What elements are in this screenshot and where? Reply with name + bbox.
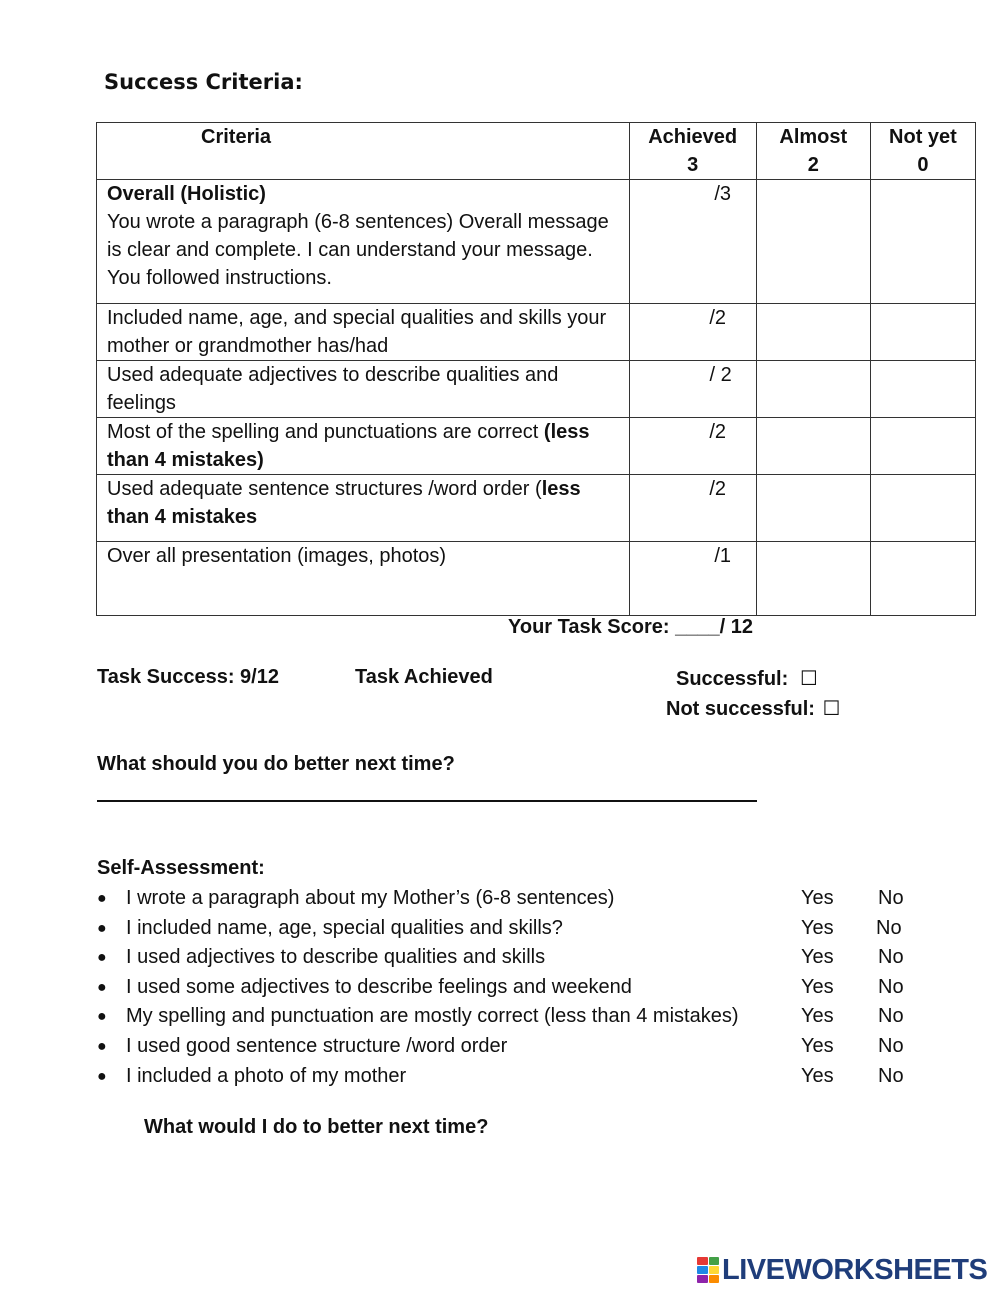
almost-cell[interactable] bbox=[756, 542, 870, 616]
not-yet-cell[interactable] bbox=[870, 361, 975, 418]
header-criteria: Criteria bbox=[97, 123, 630, 180]
criteria-cell: Most of the spelling and punctuations are correct (less than 4 mistakes) bbox=[97, 418, 630, 475]
no-option[interactable]: No bbox=[878, 1005, 904, 1028]
yes-option[interactable]: Yes bbox=[801, 1064, 834, 1087]
criteria-cell: Included name, age, and special qualities and skills your mother or grandmother has/had bbox=[97, 304, 630, 361]
score-cell: /2 bbox=[629, 418, 756, 475]
no-option[interactable]: No bbox=[878, 946, 904, 969]
no-option[interactable]: No bbox=[878, 887, 904, 909]
almost-cell[interactable] bbox=[756, 361, 870, 418]
not-successful-option[interactable] bbox=[666, 696, 840, 721]
almost-cell[interactable] bbox=[756, 418, 870, 475]
task-achieved: Task Achieved bbox=[355, 666, 493, 688]
criteria-cell: Used adequate sentence structures /word order (less than 4 mistakes bbox=[97, 475, 630, 542]
no-option[interactable]: No bbox=[878, 975, 904, 998]
table-row bbox=[97, 542, 976, 616]
list-item: ● I used good sentence structure /word order Yes No bbox=[97, 1032, 927, 1062]
yes-option[interactable]: Yes bbox=[801, 1034, 834, 1057]
bullet-icon: ● bbox=[97, 1008, 107, 1026]
almost-cell[interactable] bbox=[756, 304, 870, 361]
score-cell: /1 bbox=[629, 542, 756, 616]
list-item: ● I included name, age, special qualities and skills? Yes No bbox=[97, 914, 927, 944]
header-not-yet: Not yet 0 bbox=[870, 123, 975, 180]
self-assessment-list bbox=[97, 884, 927, 1091]
task-success: Task Success: 9/12 bbox=[97, 666, 279, 688]
bullet-icon: ● bbox=[97, 1037, 107, 1055]
table-row bbox=[97, 418, 976, 475]
criteria-table bbox=[96, 122, 976, 616]
bullet-icon: ● bbox=[97, 890, 107, 907]
successful-checkbox[interactable]: ☐ bbox=[799, 666, 818, 690]
score-cell: /2 bbox=[629, 304, 756, 361]
score-cell: /3 bbox=[629, 180, 756, 304]
bullet-icon: ● bbox=[97, 919, 107, 937]
yes-option[interactable]: Yes bbox=[801, 887, 834, 909]
better-next-time-question: What should you do better next time? bbox=[97, 753, 455, 775]
table-header-row bbox=[97, 123, 976, 180]
list-item: ● I wrote a paragraph about my Mother’s (6-8 sentences) Yes No bbox=[97, 884, 927, 914]
self-better-next-time-question: What would I do to better next time? bbox=[144, 1116, 489, 1138]
criteria-cell: Used adequate adjectives to describe qualities and feelings bbox=[97, 361, 630, 418]
not-yet-cell[interactable] bbox=[870, 475, 975, 542]
no-option[interactable]: No bbox=[878, 1064, 904, 1087]
bullet-icon: ● bbox=[97, 978, 107, 996]
yes-option[interactable]: Yes bbox=[801, 1005, 834, 1028]
yes-option[interactable]: Yes bbox=[801, 975, 834, 998]
not-yet-cell[interactable] bbox=[870, 304, 975, 361]
not-successful-label: Not successful: bbox=[666, 698, 815, 720]
criteria-cell: Overall (Holistic) You wrote a paragraph (6-8 sentences) Overall message is clear and complete. I can understand your message. You followed instructions. bbox=[97, 180, 630, 304]
not-yet-cell[interactable] bbox=[870, 418, 975, 475]
task-score: Your Task Score: ____/ 12 bbox=[508, 616, 753, 638]
bullet-icon: ● bbox=[97, 1067, 107, 1085]
score-cell: / 2 bbox=[629, 361, 756, 418]
logo-text: LIVEWORKSHEETS bbox=[722, 1253, 988, 1286]
not-successful-checkbox[interactable]: ☐ bbox=[822, 696, 841, 720]
successful-label: Successful: bbox=[676, 668, 789, 690]
bullet-icon: ● bbox=[97, 949, 107, 967]
no-option[interactable]: No bbox=[878, 1034, 904, 1057]
list-item: ● My spelling and punctuation are mostly correct (less than 4 mistakes) Yes No bbox=[97, 1002, 927, 1032]
self-assessment-title: Self-Assessment: bbox=[97, 857, 265, 879]
list-item: ● I used some adjectives to describe feelings and weekend Yes No bbox=[97, 973, 927, 1003]
successful-option[interactable] bbox=[676, 666, 818, 691]
liveworksheets-logo bbox=[697, 1255, 987, 1285]
table-row bbox=[97, 475, 976, 542]
table-row bbox=[97, 180, 976, 304]
no-option[interactable]: No bbox=[876, 916, 902, 939]
almost-cell[interactable] bbox=[756, 475, 870, 542]
yes-option[interactable]: Yes bbox=[801, 946, 834, 969]
table-row bbox=[97, 361, 976, 418]
logo-blocks-icon bbox=[697, 1257, 719, 1283]
header-almost: Almost 2 bbox=[756, 123, 870, 180]
list-item: ● I used adjectives to describe qualities and skills Yes No bbox=[97, 943, 927, 973]
list-item: ● I included a photo of my mother Yes No bbox=[97, 1062, 927, 1092]
header-achieved: Achieved 3 bbox=[629, 123, 756, 180]
criteria-cell: Over all presentation (images, photos) bbox=[97, 542, 630, 616]
table-row bbox=[97, 304, 976, 361]
not-yet-cell[interactable] bbox=[870, 542, 975, 616]
answer-line[interactable] bbox=[97, 800, 757, 802]
page-title: Success Criteria: bbox=[104, 70, 303, 94]
almost-cell[interactable] bbox=[756, 180, 870, 304]
not-yet-cell[interactable] bbox=[870, 180, 975, 304]
yes-option[interactable]: Yes bbox=[801, 916, 834, 939]
score-cell: /2 bbox=[629, 475, 756, 542]
